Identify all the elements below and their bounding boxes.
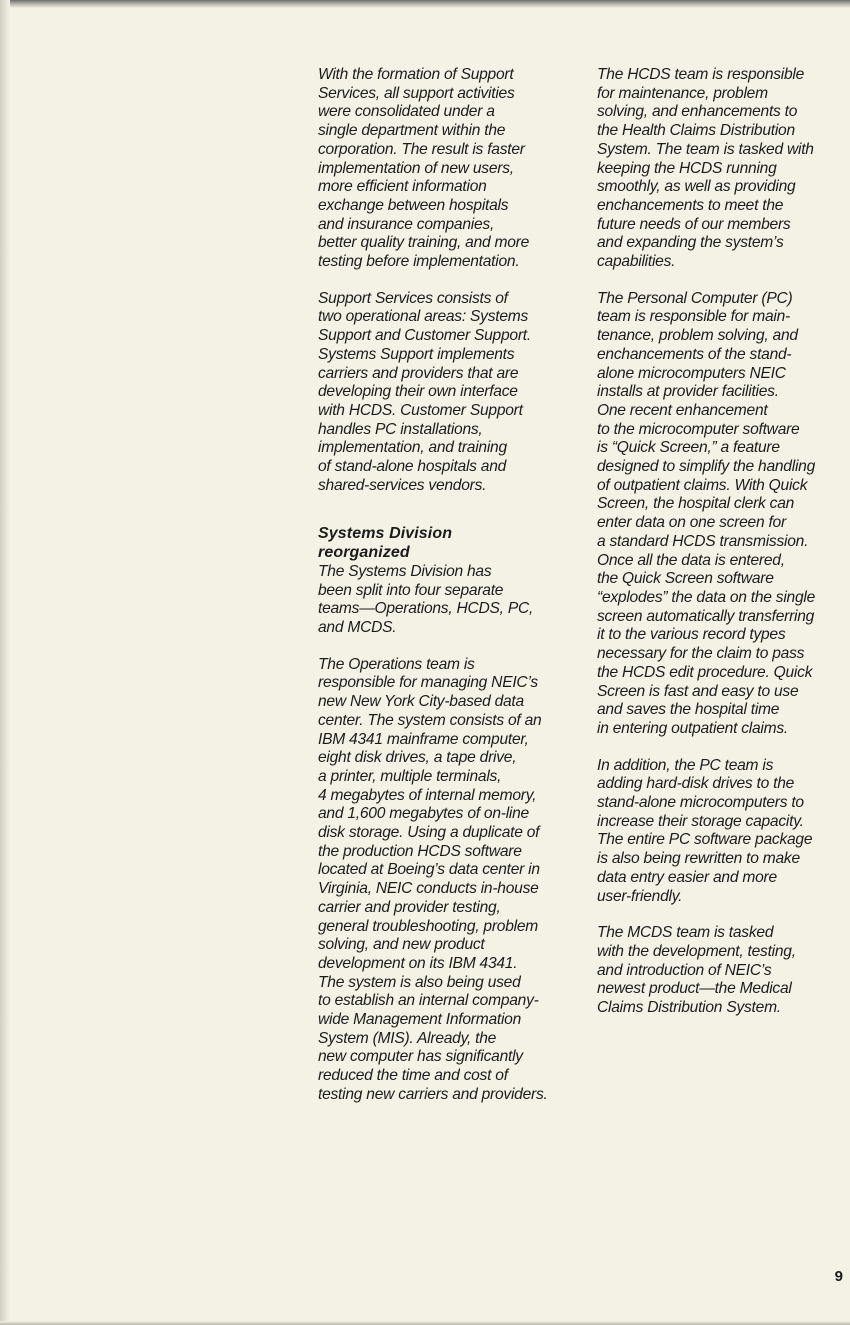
left-column — [318, 66, 590, 1123]
right-column — [597, 66, 849, 1036]
mcds-team-paragraph: The MCDS team is tasked with the development, testing, and introduction of NEIC’s newest product—the Medical Claims Distribution System. — [597, 924, 796, 1017]
page-bottom-edge — [0, 1321, 850, 1325]
operations-team-paragraph: The Operations team is responsible for managing NEIC’s new New York City-based data center. The system consists of an IBM 4341 mainframe computer, eight disk drives, a tape drive, a printer, multiple terminals, 4 megabytes of internal memory, and 1,600 megabytes of on-line disk storage. Using a duplicate of the production HCDS software located at Boeing’s data center in Virginia, NEIC conducts in-house carrier and provider testing, general troubleshooting, problem solving, and new product development on its IBM 4341. The system is also being used to establish an internal company- wide Management Information System (MIS). Already, the new computer has significantly reduced the time and cost of testing new carriers and providers. — [318, 655, 548, 1103]
pc-team-paragraph: The Personal Computer (PC) team is responsible for main- tenance, problem solving, and enchancements of the stand- alone microcomputers NEIC installs at provider facilities. One recent enhancement to the microcomputer software is “Quick Screen,” a feature designed to simplify the handling of outpatient claims. With Quick Screen, the hospital clerk can enter data on one screen for a standard HCDS transmission. Once all the data is entered, the Quick Screen software “explodes” the data on the single screen automatically transferring it to the various record types necessary for the claim to pass the HCDS edit procedure. Quick Screen is fast and easy to use and saves the hospital time in entering outpatient claims. — [597, 289, 816, 737]
page-top-edge — [0, 0, 850, 8]
page-number: 9 — [834, 1268, 843, 1285]
pc-team-addition-paragraph: In addition, the PC team is adding hard-disk drives to the stand-alone microcomputers to increase their storage capacity. The entire PC software package is also being rewritten to make data entry easier and more user-friendly. — [597, 756, 813, 905]
page-left-edge — [0, 0, 10, 1325]
support-services-formation-paragraph: With the formation of Support Services, all support activities were consolidated under a single department within the corporation. The result is faster implementation of new users, more efficient information exchange between hospitals and insurance companies, better quality training, and more testing before implementation. — [318, 66, 530, 271]
hcds-team-paragraph: The HCDS team is responsible for maintenance, problem solving, and enhancements to the Health Claims Distribution System. The team is tasked with keeping the HCDS running smoothly, as well as providing enchancements to meet the future needs of our members and expanding the system’s capabilities. — [597, 66, 814, 271]
support-services-areas-paragraph: Support Services consists of two operational areas: Systems Support and Customer Support. Systems Support implements carriers and providers that are developing their own interface with HCDS. Customer Support handles PC installations, implementation, and training of stand-alone hospitals and shared-services vendors. — [318, 289, 531, 494]
systems-division-heading: Systems Division reorganized — [318, 525, 453, 562]
systems-division-teams-paragraph: The Systems Division has been split into four separate teams—Operations, HCDS, PC, and MCDS. — [318, 562, 534, 636]
